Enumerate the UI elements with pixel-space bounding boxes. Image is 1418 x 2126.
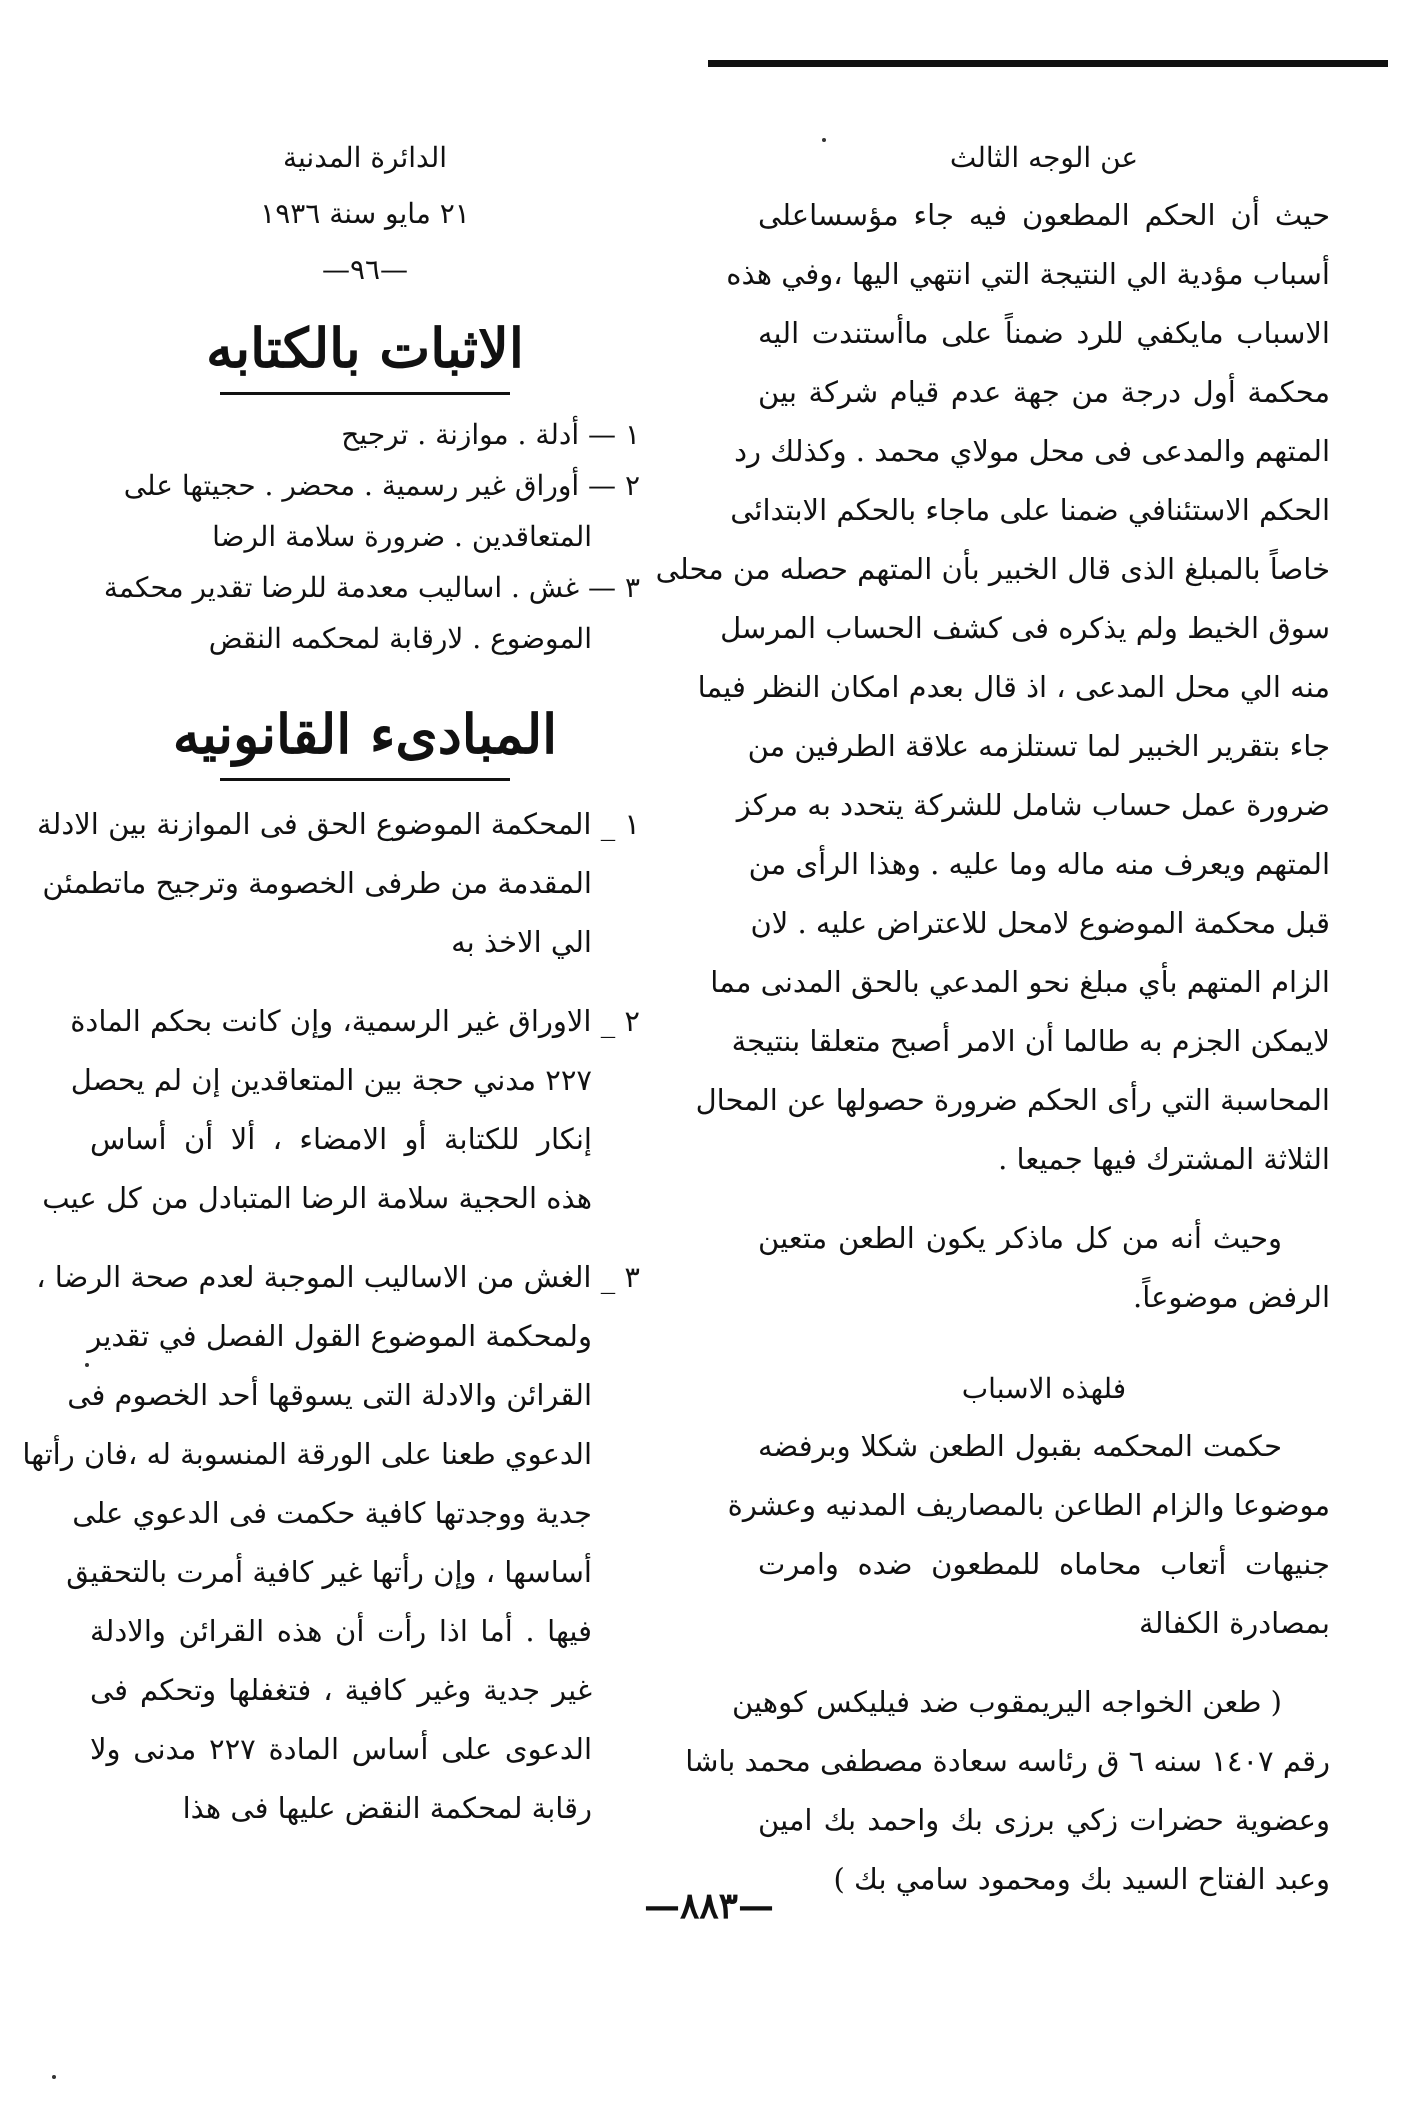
text-line: وحيث أنه من كل ماذكر يكون الطعن متعين: [758, 1221, 1282, 1255]
text-line: لايمكن الجزم به طالما أن الامر أصبح متعلقا بنتيجة: [731, 1024, 1330, 1058]
text-line: الاسباب مايكفي للرد ضمناً على ماأستندت اليه: [758, 316, 1330, 350]
principle-2: [42, 992, 640, 1228]
text-line: المتهم ويعرف منه ماله وما عليه . وهذا الرأى من: [748, 847, 1330, 881]
principle-line: جدية ووجدتها كافية حكمت فى الدعوي على: [72, 1496, 592, 1530]
case-number: —٩٦—: [321, 253, 409, 286]
text-line: ( طعن الخواجه اليريمقوب ضد فيليكس كوهين: [731, 1685, 1282, 1719]
text-line: جنيهات أتعاب محاماه للمطعون ضده وامرت: [758, 1547, 1330, 1581]
paragraph-2: [758, 1209, 1330, 1327]
text-line: جاء بتقرير الخبير لما تستلزمه علاقة الطرفين من: [747, 729, 1330, 763]
text-line: الثلاثة المشترك فيها جميعا .: [998, 1142, 1330, 1176]
principles-title: المبادىء القانونيه: [172, 702, 558, 766]
paragraph-4: [685, 1673, 1330, 1909]
ruling-title: الاثبات بالكتابه: [206, 316, 524, 380]
text-line: المحاسبة التي رأى الحكم ضرورة حصولها عن المحال: [695, 1083, 1330, 1117]
summary-text: غش . اساليب معدمة للرضا تقدير محكمة: [103, 571, 580, 604]
principle-number: ٣ _: [600, 1260, 640, 1294]
text-line: ضرورة عمل حساب شامل للشركة يتحدد به مركز: [736, 788, 1330, 822]
text-line: محكمة أول درجة من جهة عدم قيام شركة بين: [758, 375, 1330, 409]
summary-item: [90, 409, 640, 460]
principle-text: الاوراق غير الرسمية، وإن كانت بحكم المادة: [70, 1004, 592, 1038]
text-line: موضوعا والزام الطاعن بالمصاريف المدنيه وعشرة: [727, 1488, 1330, 1522]
principle-line: المقدمة من طرفى الخصومة وترجيح ماتطمئن: [42, 866, 592, 900]
circuit-label: الدائرة المدنية: [282, 141, 448, 174]
summary-text: أدلة . موازنة . ترجيح: [341, 418, 580, 451]
top-rule: [708, 60, 1388, 67]
principle-line: رقابة لمحكمة النقض عليها فى هذا: [182, 1791, 592, 1825]
principle-line: إنكار للكتابة أو الامضاء ، ألا أن أساس: [90, 1122, 592, 1156]
principle-line: فيها . أما اذا رأت أن هذه القرائن والادلة: [90, 1614, 592, 1648]
principle-line: الدعوى على أساس المادة ٢٢٧ مدنى ولا: [90, 1732, 592, 1766]
principle-3: [22, 1248, 640, 1838]
summary-item: [90, 460, 640, 511]
text-line: وعبد الفتاح السيد بك ومحمود سامي بك ): [833, 1862, 1330, 1896]
title-underline: [220, 392, 510, 395]
principle-line: غير جدية وغير كافية ، فتغفلها وتحكم فى: [90, 1673, 592, 1707]
principle-number: ١ _: [600, 807, 640, 841]
summary-number: ٣ —: [588, 571, 640, 604]
summary-item: [90, 562, 640, 613]
text-line: حكمت المحكمه بقبول الطعن شكلا وبرفضه: [758, 1429, 1282, 1463]
principle-line: ٢٢٧ مدني حجة بين المتعاقدين إن لم يحصل: [70, 1063, 592, 1097]
text-line: المتهم والمدعى فى محل مولاي محمد . وكذلك رد: [734, 434, 1330, 468]
page-number: —٨٨٣—: [643, 1885, 774, 1927]
text-line: سوق الخيط ولم يذكره فى كشف الحساب المرسل: [720, 611, 1330, 645]
summary-continuation: المتعاقدين . ضرورة سلامة الرضا: [212, 520, 592, 553]
principle-number: ٢ _: [600, 1004, 640, 1038]
principles-underline: [220, 778, 510, 781]
summary-number: ١ —: [588, 418, 640, 451]
ink-speck: [822, 138, 826, 142]
paragraph-3: [727, 1417, 1330, 1653]
reasons-heading: فلهذه الاسباب: [961, 1372, 1127, 1405]
summary-number: ٢ —: [588, 469, 640, 502]
ink-speck: [85, 1363, 89, 1367]
text-line: أسباب مؤدية الي النتيجة التي انتهي اليها ،وفي هذه: [726, 257, 1330, 291]
summary-continuation: الموضوع . لارقابة لمحكمه النقض: [208, 622, 592, 655]
left-column: [22, 130, 640, 1838]
text-line: خاصاً بالمبلغ الذى قال الخبير بأن المتهم حصله من محلى: [655, 552, 1330, 586]
principle-line: الدعوي طعنا على الورقة المنسوبة له ،فان رأتها: [22, 1437, 592, 1471]
page-body: [22, 130, 1330, 1930]
summary-list: [90, 409, 640, 664]
text-line: وعضوية حضرات زكي برزى بك واحمد بك امين: [758, 1803, 1330, 1837]
principle-line: القرائن والادلة التى يسوقها أحد الخصوم فى: [67, 1378, 592, 1412]
section-heading: عن الوجه الثالث: [949, 141, 1139, 174]
text-line: بمصادرة الكفالة: [1139, 1606, 1330, 1640]
text-line: الزام المتهم بأي مبلغ نحو المدعي بالحق المدنى مما: [710, 965, 1330, 999]
ink-speck: [52, 2075, 56, 2079]
text-line: قبل محكمة الموضوع لامحل للاعتراض عليه . لان: [750, 906, 1330, 940]
principle-line: الي الاخذ به: [451, 925, 592, 959]
text-line: الرفض موضوعاً.: [1133, 1280, 1330, 1314]
text-line: منه الي محل المدعى ، اذ قال بعدم امكان النظر فيما: [697, 670, 1330, 704]
summary-text: أوراق غير رسمية . محضر . حجيتها على: [123, 469, 580, 502]
text-line: حيث أن الحكم المطعون فيه جاء مؤسساعلى: [758, 198, 1330, 232]
ruling-date: ٢١ مايو سنة ١٩٣٦: [260, 197, 470, 230]
principle-line: أساسها ، وإن رأتها غير كافية أمرت بالتحقيق: [66, 1555, 592, 1589]
principle-line: [70, 992, 640, 1051]
principle-line: هذه الحجية سلامة الرضا المتبادل من كل عيب: [42, 1181, 592, 1215]
principle-1: [36, 795, 640, 972]
principle-line: [36, 1248, 640, 1307]
principle-text: المحكمة الموضوع الحق فى الموازنة بين الادلة: [36, 807, 592, 841]
principle-line: ولمحكمة الموضوع القول الفصل في تقدير: [87, 1319, 592, 1353]
text-line: الحكم الاستئنافي ضمنا على ماجاء بالحكم الابتدائى: [730, 493, 1330, 527]
text-line: رقم ١٤٠٧ سنه ٦ ق رئاسه سعادة مصطفى محمد باشا: [685, 1744, 1330, 1778]
principle-line: [36, 795, 640, 854]
principle-text: الغش من الاساليب الموجبة لعدم صحة الرضا ،: [36, 1260, 592, 1294]
paragraph-1: [655, 186, 1330, 1189]
